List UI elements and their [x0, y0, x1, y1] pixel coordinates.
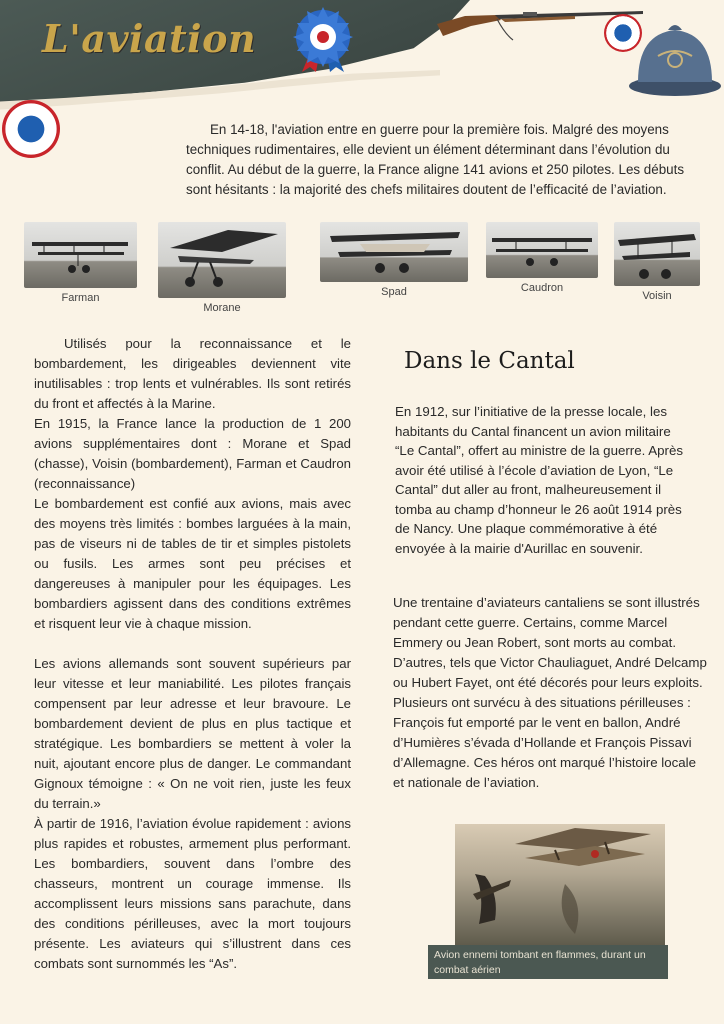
page-title: L'aviation	[42, 16, 257, 61]
plane-caption: Farman	[61, 292, 100, 304]
aerial-combat-painting	[455, 824, 665, 948]
plane-photo	[614, 222, 700, 286]
section-heading-cantal: Dans le Cantal	[404, 348, 575, 374]
paragraph-aviateurs-cantaliens: Une trentaine d’aviateurs cantaliens se sont illustrés pendant cette guerre. Certains, comme Marcel Emmery ou Jean Robert, sont morts au combat. D’autres, tels que Victor Chauliaguet, André Delcamp ou Hubert Fayet, ont été décorés pour leurs exploits. Plusieurs ont survécu à des situations périlleuses : François fut emporté par le vent en ballon, André d’Humières s’évada d’Hollande et François Pissavi d’Allemagne. Ces héros ont marqué l’histoire locale et nationale de l’aviation.	[393, 595, 707, 790]
plane-photo-row	[0, 222, 724, 317]
left-column	[34, 334, 351, 974]
roundel-icon	[2, 100, 60, 158]
plane-morane	[158, 222, 286, 314]
paragraph-dirigeables: Utilisés pour la reconnaissance et le bombardement, les dirigeables deviennent vite inutilisables : trop lents et vulnérables. Ils sont retirés du front et affectés à la Marine.	[34, 336, 351, 411]
plane-photo	[158, 222, 286, 298]
plane-caption: Voisin	[642, 290, 672, 302]
plane-farman	[24, 222, 137, 304]
plane-caudron	[486, 222, 598, 294]
plane-caption: Spad	[381, 286, 407, 298]
plane-photo	[24, 222, 137, 288]
plane-caption: Morane	[203, 302, 241, 314]
intro-paragraph: En 14-18, l'aviation entre en guerre pour la première fois. Malgré des moyens techniques rudimentaires, elle devient un élément déterminant dans l’évolution du conflit. Au début de la guerre, la France aligne 141 avions et 250 pilotes. Les débuts sont hésitants : la majorité des chefs militaires doutent de l’efficacité de l’aviation.	[186, 122, 685, 197]
plane-voisin	[614, 222, 700, 302]
paragraph-avions-allemands: Les avions allemands sont souvent supérieurs par leur vitesse et leur maniabilité. Les pilotes français compensent par leur adresse et leur bravoure. Le bombardement devient de plus en plus tactique et stratégique. Les bombardiers se mettent à voler la nuit, ajoutant encore plus de danger. Le commandant Gignoux témoigne : « On ne voit rien, juste les feux du terrain.»	[34, 656, 351, 811]
paragraph-bombardement: Le bombardement est confié aux avions, mais avec des moyens très limités : bombes larguées à la main, pas de viseurs ni de tables de tir et simples pistolets ou fusils. Les armes sont peu précises et dangereuses à manipuler pour les équipages. Les bombardiers agissent dans des conditions extrêmes et risquent leur vie à chaque mission.	[34, 496, 351, 631]
plane-photo	[320, 222, 468, 282]
plane-spad	[320, 222, 468, 298]
painting-caption: Avion ennemi tombant en flammes, durant un combat aérien	[428, 945, 668, 979]
plane-photo	[486, 222, 598, 278]
paragraph-le-cantal: En 1912, sur l’initiative de la presse locale, les habitants du Cantal financent un avion militaire “Le Cantal”, offert au ministre de la guerre. Après avoir été utilisé à l’école d’aviation de Lyon, “Le Cantal” dut aller au front, malheureusement il tomba au champ d’honneur le 26 août 1914 près de Nancy. Une plaque commémorative à été envoyée à la mairie d'Aurillac en souvenir.	[395, 404, 683, 556]
cockade-icon	[290, 4, 356, 74]
plane-caption: Caudron	[520, 282, 564, 294]
paragraph-production-1915: En 1915, la France lance la production de 1 200 avions supplémentaires dont : Morane et Spad (chasse), Voisin (bombardement), Farman et Caudron (reconnaissance)	[34, 416, 351, 491]
helmet-icon	[628, 16, 722, 98]
paragraph-evolution-1916: À partir de 1916, l’aviation évolue rapidement : avions plus rapides et robustes, armement plus performant. Les bombardiers, souvent dans l’ombre des chasseurs, montrent un courage immense. Ils accomplissent leurs missions sans parachute, dans des conditions périlleuses, avec la mort toujours présente. Les aviateurs qui s’illustrent dans ces combats sont surnommés les “As”.	[34, 816, 351, 971]
